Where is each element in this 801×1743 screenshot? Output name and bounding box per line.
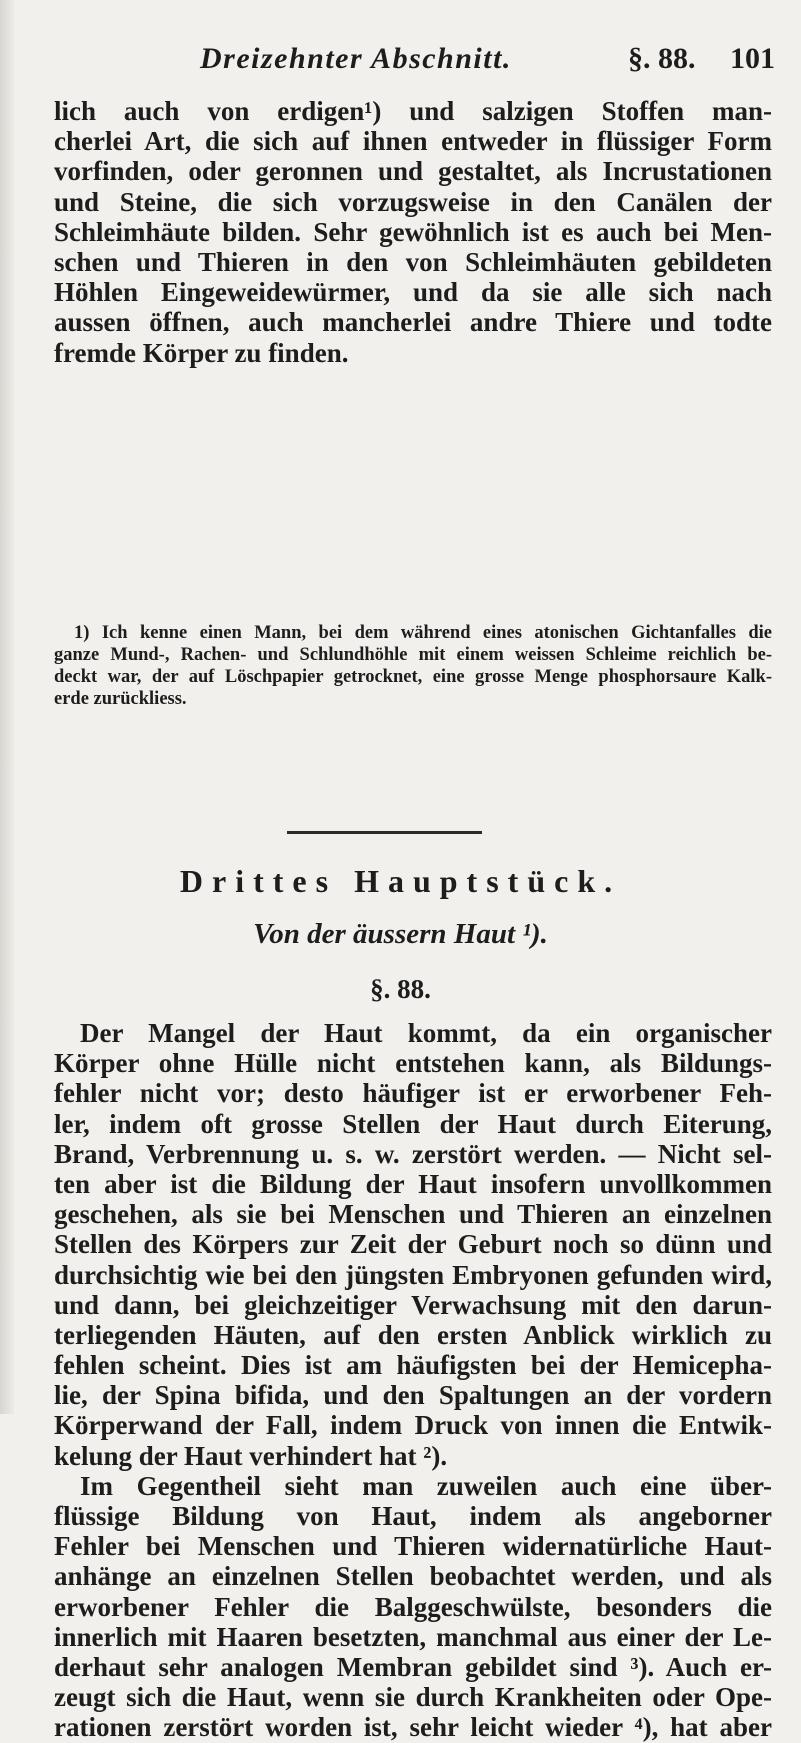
text-line: Fehler bei Menschen und Thieren widernatürliche Haut-	[54, 1531, 772, 1562]
text-line: und Steine, die sich vorzugsweise in den Canälen der	[54, 186, 772, 217]
text-line: Körperwand der Fall, indem Druck von innen die Entwik-	[54, 1410, 772, 1441]
top-paragraph	[54, 96, 772, 368]
text-line: Brand, Verbrennung u. s. w. zerstört werden. — Nicht sel-	[54, 1138, 772, 1169]
running-header	[200, 42, 775, 82]
text-line: fehler nicht vor; desto häufiger ist er erworbener Feh-	[54, 1078, 772, 1109]
main-body	[54, 1018, 772, 1743]
text-line: innerlich mit Haaren besetzten, manchmal aus einer der Le-	[54, 1621, 772, 1652]
text-line: kelung der Haut verhindert hat ²).	[54, 1440, 448, 1471]
running-title: Dreizehnter Abschnitt.	[200, 42, 512, 75]
text-line: lich auch von erdigen¹) und salzigen Stoffen man-	[54, 96, 772, 126]
page-number: 101	[730, 42, 775, 75]
text-line: Im Gegentheil sieht man zuweilen auch eine über-	[80, 1470, 772, 1501]
text-line: aussen öffnen, auch mancherlei andre Thiere und todte	[54, 307, 772, 338]
text-line: terliegenden Häuten, auf den ersten Anblick wirklich zu	[54, 1319, 772, 1350]
text-line: rationen zerstört worden ist, sehr leicht wieder ⁴), hat aber	[54, 1712, 772, 1743]
section-divider	[287, 831, 482, 834]
paragraph-number: §. 88.	[370, 974, 431, 1004]
text-line: durchsichtig wie bei den jüngsten Embryonen gefunden wird,	[54, 1259, 772, 1290]
text-line: Der Mangel der Haut kommt, da ein organischer	[80, 1018, 772, 1048]
text-line: ten aber ist die Bildung der Haut insofern unvollkommen	[54, 1168, 772, 1199]
text-line: flüssige Bildung von Haut, indem als angeborner	[54, 1501, 772, 1531]
section-number: §. 88.	[628, 42, 696, 75]
chapter-heading: Drittes Hauptstück.	[179, 863, 622, 899]
text-line: Stellen des Körpers zur Zeit der Geburt noch so dünn und	[54, 1229, 772, 1260]
text-line: und dann, bei gleichzeitiger Verwachsung mit den darun-	[54, 1289, 772, 1320]
footnote-line: erde zurückliess.	[54, 689, 187, 709]
text-line: ler, indem oft grosse Stellen der Haut durch Eiterung,	[54, 1108, 772, 1139]
text-line: fremde Körper zu finden.	[54, 337, 349, 368]
text-line: geschehen, als sie bei Menschen und Thieren an einzelnen	[54, 1199, 772, 1230]
chapter-subtitle: Von der äussern Haut ¹).	[253, 918, 548, 950]
footnote-line: ganze Mund-, Rachen- und Schlundhöhle mit einem weissen Schleime reichlich be-	[54, 645, 772, 665]
footnote-1	[54, 622, 772, 710]
page-binding-edge	[0, 0, 14, 1414]
text-line: cherlei Art, die sich auf ihnen entweder in flüssiger Form	[54, 126, 772, 157]
text-line: Schleimhäute bilden. Sehr gewöhnlich ist es auch bei Men-	[54, 216, 772, 247]
text-line: schen und Thieren in den von Schleimhäuten gebildeten	[54, 246, 772, 277]
text-line: Höhlen Eingeweidewürmer, und da sie alle sich nach	[54, 277, 772, 308]
text-line: vorfinden, oder geronnen und gestaltet, als Incrustationen	[54, 156, 772, 187]
text-line: zeugt sich die Haut, wenn sie durch Krankheiten oder Ope-	[54, 1682, 772, 1713]
text-line: derhaut sehr analogen Membran gebildet sind ³). Auch er-	[54, 1651, 772, 1682]
footnote-line: deckt war, der auf Löschpapier getrocknet, eine grosse Menge phosphorsaure Kalk-	[54, 667, 772, 687]
text-line: erworbener Fehler die Balggeschwülste, besonders die	[54, 1591, 772, 1622]
text-line: lie, der Spina bifida, und den Spaltungen an der vordern	[54, 1380, 772, 1411]
text-line: fehlen scheint. Dies ist am häufigsten bei der Hemicepha-	[54, 1350, 772, 1381]
text-line: Körper ohne Hülle nicht entstehen kann, als Bildungs-	[54, 1048, 772, 1079]
footnote-line: 1) Ich kenne einen Mann, bei dem während eines atonischen Gichtanfalles die	[74, 623, 772, 643]
text-line: anhänge an einzelnen Stellen beobachtet werden, und als	[54, 1561, 772, 1592]
